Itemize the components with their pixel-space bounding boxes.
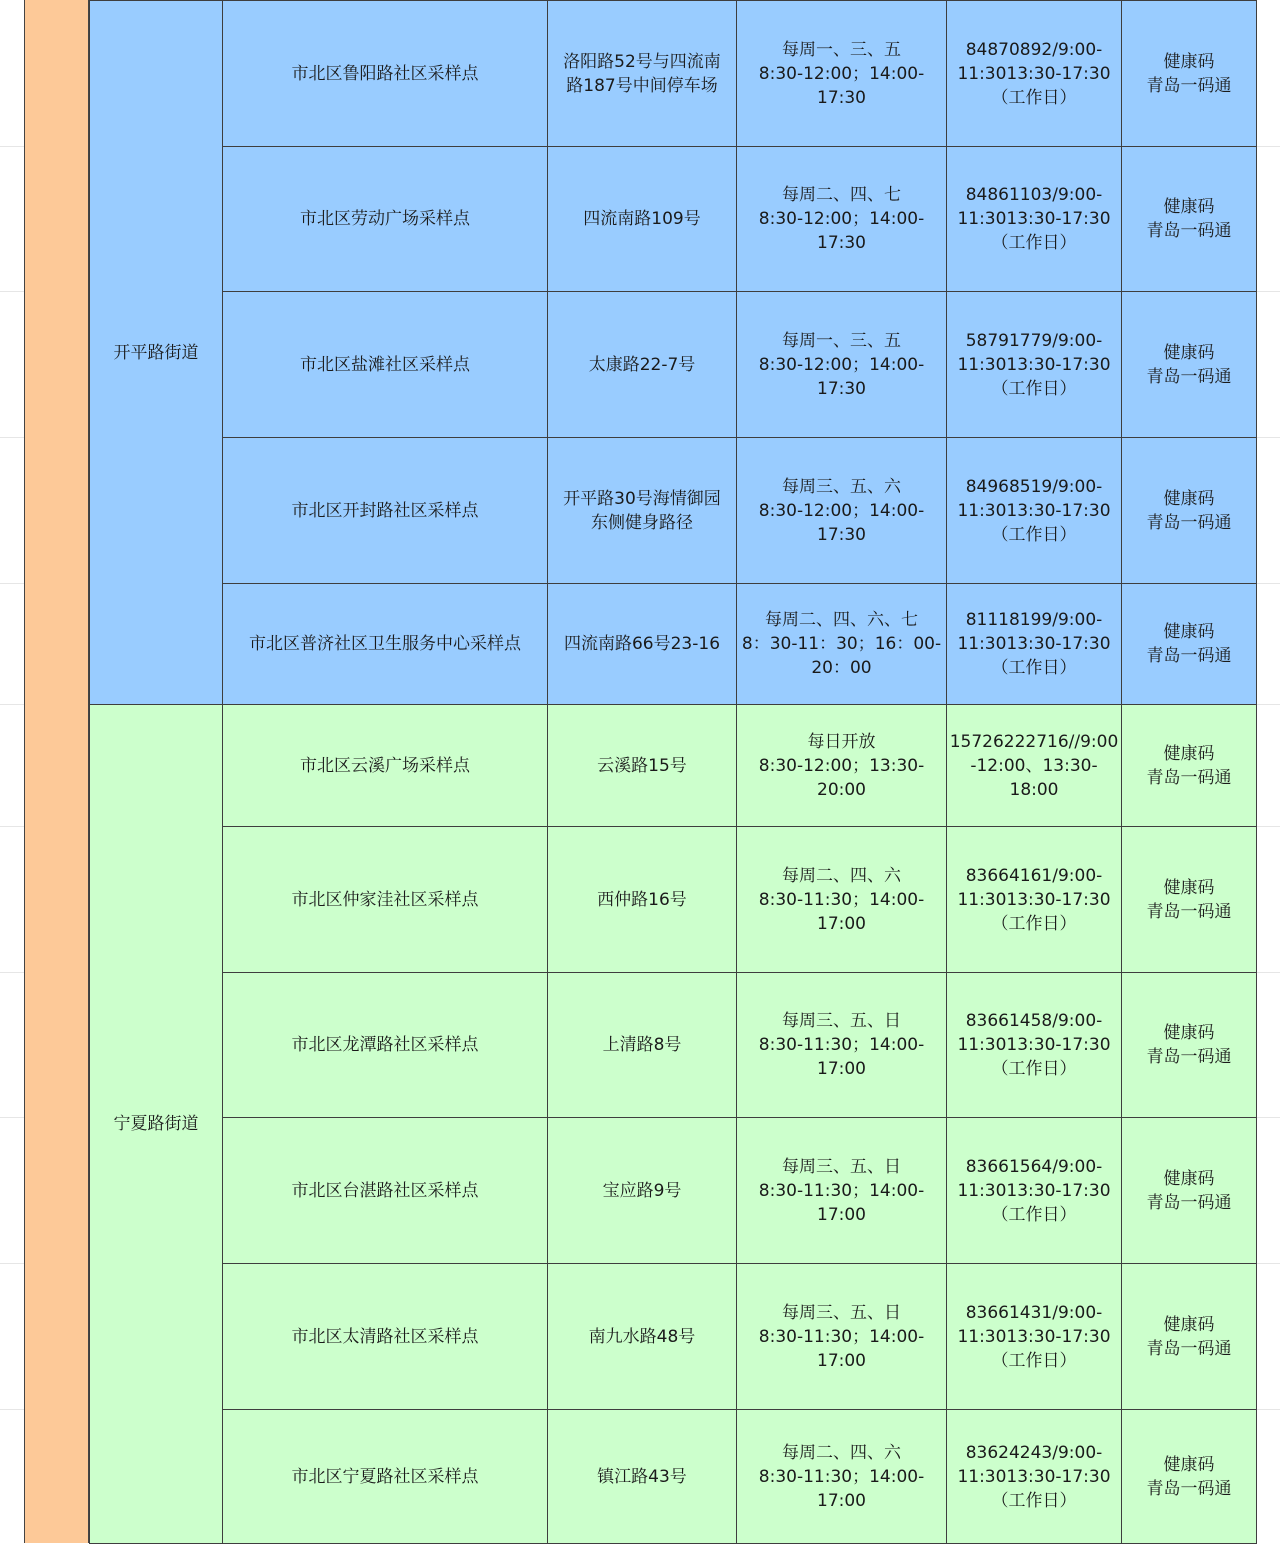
gridline xyxy=(1256,1409,1280,1410)
hours-line: 8:30-11:30；14:00- xyxy=(758,889,925,910)
phone-cell xyxy=(947,827,1122,973)
site-name-cell: 市北区台湛路社区采样点 xyxy=(223,1118,548,1264)
phone-cell xyxy=(947,1118,1122,1264)
code-line: 健康码 xyxy=(1163,342,1215,363)
address-line: 南九水路48号 xyxy=(588,1326,696,1347)
hours-line: 8:30-12:00；14:00- xyxy=(758,209,925,229)
hours-line: 每周二、四、六、七 xyxy=(765,610,918,630)
hours-cell xyxy=(737,705,947,827)
code-line: 健康码 xyxy=(1163,1314,1215,1335)
phone-line: 11:3013:30-17:30 xyxy=(957,634,1111,654)
code-line: 健康码 xyxy=(1163,197,1215,217)
address-line: 洛阳路52号与四流南 xyxy=(563,51,721,72)
site-name-cell: 市北区盐滩社区采样点 xyxy=(223,292,548,438)
sampling-sites-table xyxy=(89,0,1257,1544)
gridline xyxy=(0,972,24,973)
phone-line: （工作日） xyxy=(991,1490,1077,1511)
hours-line: 20：00 xyxy=(811,658,872,678)
gridline xyxy=(1256,146,1280,147)
phone-line: 11:3013:30-17:30 xyxy=(957,500,1111,521)
code-line: 青岛一码通 xyxy=(1146,75,1232,96)
hours-line: 每周二、四、七 xyxy=(782,185,901,205)
gridline xyxy=(1256,972,1280,973)
hours-line: 17:30 xyxy=(817,378,866,399)
code-line: 健康码 xyxy=(1163,622,1215,642)
hours-line: 8:30-11:30；14:00- xyxy=(758,1326,925,1347)
address-cell xyxy=(548,973,737,1118)
gridline xyxy=(1256,1263,1280,1264)
phone-line: （工作日） xyxy=(991,524,1077,545)
gridline xyxy=(1256,437,1280,438)
hours-line: 17:00 xyxy=(817,1204,866,1225)
gridline xyxy=(1256,1117,1280,1118)
phone-cell xyxy=(947,584,1122,705)
hours-line: 每周一、三、五 xyxy=(782,39,901,60)
address-line: 四流南路66号23-16 xyxy=(563,634,721,654)
phone-cell xyxy=(947,1264,1122,1410)
phone-line: 11:3013:30-17:30 xyxy=(957,354,1111,375)
hours-line: 每周二、四、六 xyxy=(782,1442,901,1463)
address-cell xyxy=(548,1410,737,1544)
address-line: 太康路22-7号 xyxy=(588,354,696,375)
code-cell xyxy=(1122,292,1257,438)
hours-line: 每周一、三、五 xyxy=(782,330,901,351)
phone-line: （工作日） xyxy=(991,658,1077,678)
gridline xyxy=(0,1263,24,1264)
code-cell xyxy=(1122,584,1257,705)
hours-cell xyxy=(737,1118,947,1264)
gridline xyxy=(0,1117,24,1118)
phone-cell xyxy=(947,438,1122,584)
street-name-cell: 开平路街道 xyxy=(90,1,223,705)
table-row xyxy=(90,1410,1257,1544)
code-cell xyxy=(1122,1118,1257,1264)
phone-line: （工作日） xyxy=(991,378,1077,399)
code-line: 青岛一码通 xyxy=(1146,221,1232,241)
address-line: 云溪路15号 xyxy=(597,755,687,776)
address-line: 宝应路9号 xyxy=(602,1180,682,1201)
phone-line: 11:3013:30-17:30 xyxy=(957,1466,1111,1487)
address-line: 西仲路16号 xyxy=(597,889,687,910)
hours-cell xyxy=(737,1410,947,1544)
hours-cell xyxy=(737,584,947,705)
phone-line: 11:3013:30-17:30 xyxy=(957,1035,1111,1055)
phone-line: （工作日） xyxy=(991,1204,1077,1225)
code-line: 青岛一码通 xyxy=(1146,901,1232,922)
address-cell xyxy=(548,1118,737,1264)
table-row xyxy=(90,584,1257,705)
gridline xyxy=(1256,704,1280,705)
address-line: 四流南路109号 xyxy=(583,209,701,229)
phone-line: 83624243/9:00- xyxy=(965,1442,1103,1463)
hours-line: 每日开放 xyxy=(807,731,876,752)
phone-line: 83661458/9:00- xyxy=(965,1011,1103,1031)
phone-cell xyxy=(947,292,1122,438)
code-line: 青岛一码通 xyxy=(1146,1478,1232,1499)
code-cell xyxy=(1122,147,1257,292)
phone-line: 84861103/9:00- xyxy=(965,185,1103,205)
address-line: 东侧健身路径 xyxy=(591,512,693,533)
hours-cell xyxy=(737,1,947,147)
hours-cell xyxy=(737,438,947,584)
site-name-cell: 市北区云溪广场采样点 xyxy=(223,705,548,827)
phone-line: （工作日） xyxy=(991,913,1077,934)
hours-cell xyxy=(737,292,947,438)
phone-line: -12:00、13:30- xyxy=(970,755,1098,776)
address-line: 镇江路43号 xyxy=(597,1466,687,1487)
address-cell xyxy=(548,292,737,438)
address-cell xyxy=(548,584,737,705)
site-name-cell: 市北区龙潭路社区采样点 xyxy=(223,973,548,1118)
phone-line: 11:3013:30-17:30 xyxy=(957,209,1111,229)
code-cell xyxy=(1122,1264,1257,1410)
table-row xyxy=(90,1118,1257,1264)
hours-line: 17:30 xyxy=(817,524,866,545)
hours-line: 17:00 xyxy=(817,1490,866,1511)
code-line: 健康码 xyxy=(1163,488,1215,509)
site-name-cell: 市北区仲家洼社区采样点 xyxy=(223,827,548,973)
phone-line: 11:3013:30-17:30 xyxy=(957,63,1111,84)
gridline xyxy=(0,826,24,827)
phone-line: 18:00 xyxy=(1009,779,1059,800)
hours-line: 17:30 xyxy=(817,233,866,253)
hours-line: 8:30-11:30；14:00- xyxy=(758,1466,925,1487)
phone-cell xyxy=(947,1410,1122,1544)
phone-line: 83661564/9:00- xyxy=(965,1156,1103,1177)
code-cell xyxy=(1122,973,1257,1118)
code-cell xyxy=(1122,705,1257,827)
code-line: 健康码 xyxy=(1163,743,1215,764)
phone-line: 15726222716//9:00 xyxy=(949,731,1119,752)
district-column xyxy=(24,0,89,1543)
code-line: 青岛一码通 xyxy=(1146,1047,1232,1067)
table-row xyxy=(90,292,1257,438)
phone-line: 83661431/9:00- xyxy=(965,1302,1103,1323)
site-name-cell: 市北区普济社区卫生服务中心采样点 xyxy=(223,584,548,705)
hours-line: 每周二、四、六 xyxy=(782,865,901,886)
table-row xyxy=(90,973,1257,1118)
phone-cell xyxy=(947,147,1122,292)
phone-line: 11:3013:30-17:30 xyxy=(957,889,1111,910)
table-row xyxy=(90,147,1257,292)
phone-line: 81118199/9:00- xyxy=(965,610,1103,630)
hours-cell xyxy=(737,973,947,1118)
code-line: 青岛一码通 xyxy=(1146,366,1232,387)
code-line: 青岛一码通 xyxy=(1146,646,1232,666)
address-cell xyxy=(548,705,737,827)
code-line: 青岛一码通 xyxy=(1146,767,1232,788)
code-line: 健康码 xyxy=(1163,877,1215,898)
table-row xyxy=(90,1,1257,147)
table-row xyxy=(90,827,1257,973)
code-cell xyxy=(1122,827,1257,973)
phone-line: 84870892/9:00- xyxy=(965,39,1103,60)
code-line: 青岛一码通 xyxy=(1146,1192,1232,1213)
code-line: 健康码 xyxy=(1163,1168,1215,1189)
street-name-cell: 宁夏路街道 xyxy=(90,705,223,1544)
hours-line: 20:00 xyxy=(817,779,866,800)
hours-line: 每周三、五、日 xyxy=(782,1156,901,1177)
hours-cell xyxy=(737,827,947,973)
hours-cell xyxy=(737,147,947,292)
phone-line: 83664161/9:00- xyxy=(965,865,1103,886)
hours-line: 8:30-12:00；13:30- xyxy=(758,755,925,776)
phone-line: 58791779/9:00- xyxy=(965,330,1103,351)
site-name-cell: 市北区劳动广场采样点 xyxy=(223,147,548,292)
site-name-cell: 市北区鲁阳路社区采样点 xyxy=(223,1,548,147)
gridline xyxy=(0,291,24,292)
hours-line: 8:30-12:00；14:00- xyxy=(758,63,925,84)
code-cell xyxy=(1122,438,1257,584)
gridline xyxy=(0,146,24,147)
phone-cell xyxy=(947,973,1122,1118)
table-row xyxy=(90,438,1257,584)
site-name-cell: 市北区宁夏路社区采样点 xyxy=(223,1410,548,1544)
gridline xyxy=(1256,826,1280,827)
code-line: 青岛一码通 xyxy=(1146,1338,1232,1359)
gridline xyxy=(1256,583,1280,584)
address-line: 开平路30号海情御园 xyxy=(563,488,721,509)
address-line: 上清路8号 xyxy=(602,1035,682,1055)
code-cell xyxy=(1122,1,1257,147)
phone-line: （工作日） xyxy=(991,1350,1077,1371)
hours-line: 8:30-11:30；14:00- xyxy=(758,1035,925,1055)
gridline xyxy=(0,704,24,705)
hours-line: 17:00 xyxy=(817,913,866,934)
phone-cell xyxy=(947,1,1122,147)
phone-line: （工作日） xyxy=(991,1059,1077,1079)
hours-line: 8：30-11：30；16：00- xyxy=(741,634,942,654)
hours-line: 每周三、五、六 xyxy=(782,476,901,497)
hours-line: 每周三、五、日 xyxy=(782,1011,901,1031)
site-name-cell: 市北区太清路社区采样点 xyxy=(223,1264,548,1410)
code-line: 健康码 xyxy=(1163,51,1215,72)
address-cell xyxy=(548,827,737,973)
table-row xyxy=(90,1264,1257,1410)
hours-line: 8:30-12:00；14:00- xyxy=(758,500,925,521)
hours-line: 17:30 xyxy=(817,87,866,108)
phone-line: 11:3013:30-17:30 xyxy=(957,1180,1111,1201)
code-line: 健康码 xyxy=(1163,1454,1215,1475)
code-cell xyxy=(1122,1410,1257,1544)
hours-line: 每周三、五、日 xyxy=(782,1302,901,1323)
address-cell xyxy=(548,1264,737,1410)
gridline xyxy=(0,437,24,438)
gridline xyxy=(1256,291,1280,292)
hours-line: 17:00 xyxy=(817,1059,866,1079)
address-cell xyxy=(548,438,737,584)
hours-line: 8:30-12:00；14:00- xyxy=(758,354,925,375)
phone-cell xyxy=(947,705,1122,827)
code-line: 健康码 xyxy=(1163,1023,1215,1043)
phone-line: 84968519/9:00- xyxy=(965,476,1103,497)
address-cell xyxy=(548,147,737,292)
hours-line: 17:00 xyxy=(817,1350,866,1371)
phone-line: （工作日） xyxy=(991,233,1077,253)
table-row xyxy=(90,705,1257,827)
site-name-cell: 市北区开封路社区采样点 xyxy=(223,438,548,584)
gridline xyxy=(0,1409,24,1410)
hours-cell xyxy=(737,1264,947,1410)
address-line: 路187号中间停车场 xyxy=(566,75,718,96)
code-line: 青岛一码通 xyxy=(1146,512,1232,533)
hours-line: 8:30-11:30；14:00- xyxy=(758,1180,925,1201)
address-cell xyxy=(548,1,737,147)
phone-line: 11:3013:30-17:30 xyxy=(957,1326,1111,1347)
gridline xyxy=(0,583,24,584)
phone-line: （工作日） xyxy=(991,87,1077,108)
